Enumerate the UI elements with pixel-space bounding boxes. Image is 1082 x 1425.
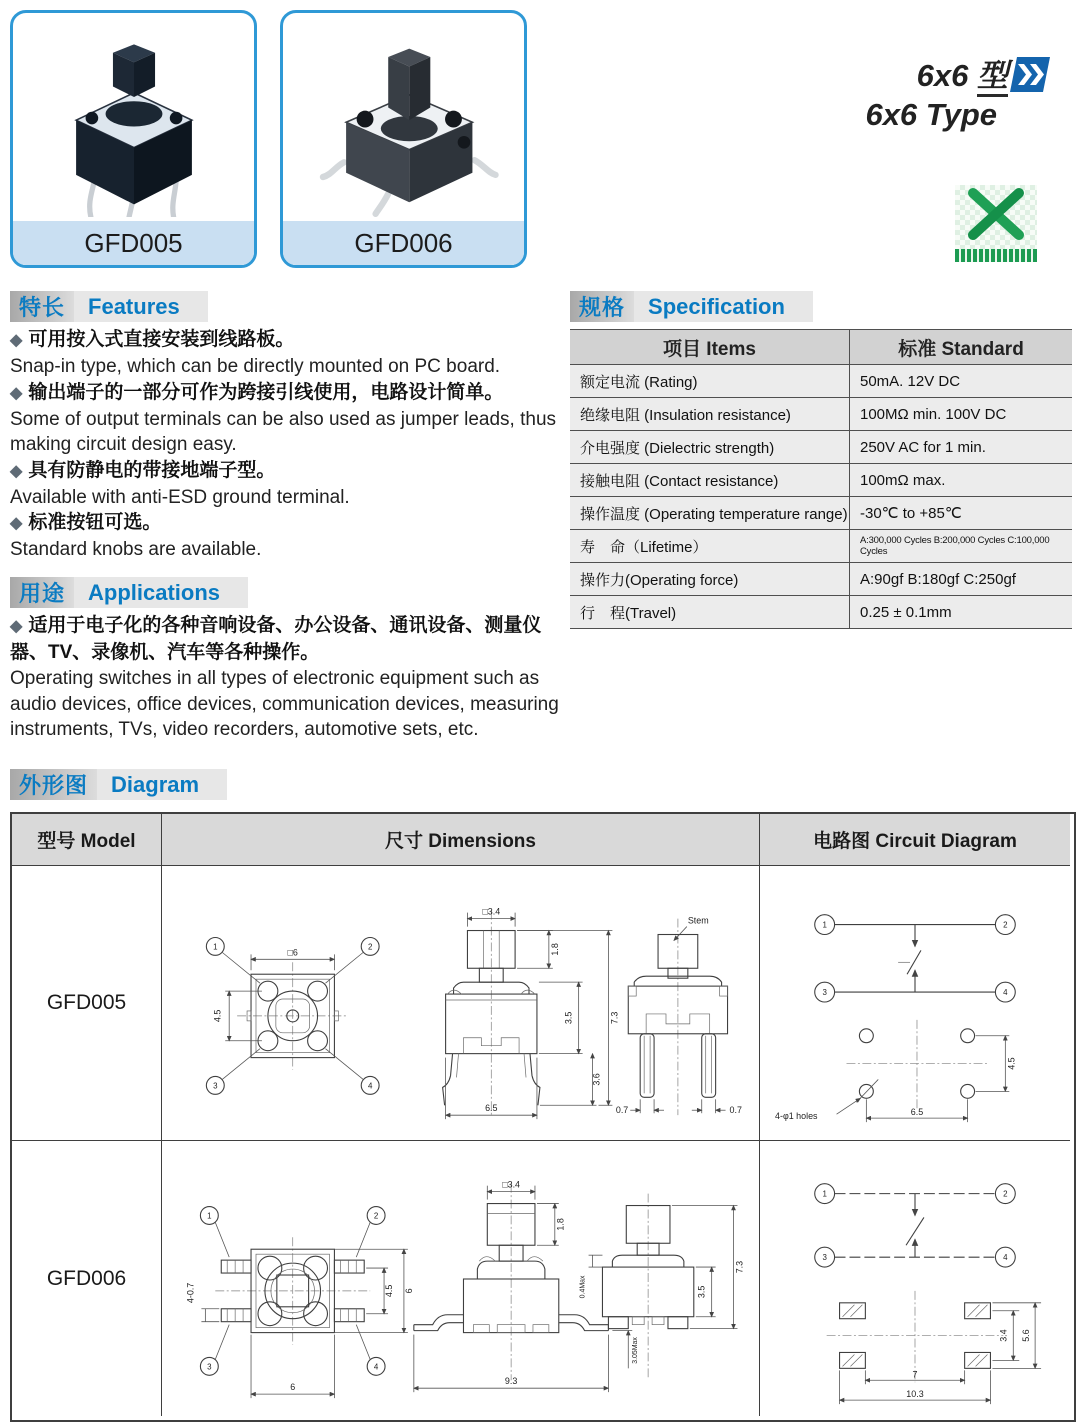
spec-standard: A:300,000 Cycles B:200,000 Cycles C:100,000 Cycles	[850, 530, 1072, 563]
diamond-bullet: ◆	[10, 332, 23, 349]
features-title-cn: 特长	[10, 291, 74, 322]
svg-text:□6: □6	[287, 946, 298, 957]
diagram-model-gfd006: GFD006	[12, 1141, 162, 1416]
switch-image-gfd006	[304, 17, 504, 217]
spec-item: 介电强度 (Dielectric strength)	[570, 431, 850, 464]
svg-text:3.6: 3.6	[591, 1072, 602, 1086]
svg-text:2: 2	[367, 941, 373, 951]
diagram-circuit-gfd005	[760, 866, 1070, 1141]
svg-text:7.3: 7.3	[734, 1260, 745, 1274]
applications-title-cn: 用途	[10, 577, 74, 608]
svg-text:0.4Max: 0.4Max	[579, 1275, 587, 1299]
diagram-dimensions-gfd006	[162, 1141, 760, 1416]
svg-text:4: 4	[373, 1362, 379, 1372]
diagram-circuit-gfd006	[760, 1141, 1070, 1416]
svg-text:3: 3	[207, 1362, 212, 1372]
svg-text:2: 2	[373, 1211, 379, 1221]
diagram-title-en: Diagram	[97, 769, 227, 800]
feature-item-cn: ◆ 可用按入式直接安装到线路板。	[10, 329, 295, 350]
svg-text:□3.4: □3.4	[482, 906, 501, 917]
product-photo-gfd005	[13, 13, 254, 221]
diagram-col-circuit: 电路图 Circuit Diagram	[760, 814, 1070, 866]
spec-item: 操作温度 (Operating temperature range)	[570, 497, 850, 530]
type-title-en: 6x6 Type	[865, 97, 997, 132]
spec-standard: -30℃ to +85℃	[850, 497, 1072, 530]
diagram-table	[10, 812, 1076, 1422]
gfd005-dimensions-drawing	[162, 867, 759, 1140]
svg-text:9.3: 9.3	[504, 1376, 518, 1387]
feature-item-en: Standard knobs are available.	[10, 539, 262, 560]
gfd005-pcb-layout	[775, 1019, 1016, 1121]
feature-item-cn: ◆ 输出端子的一部分可作为跨接引线使用，电路设计简单。	[10, 381, 504, 403]
svg-text:1.8: 1.8	[549, 942, 560, 956]
applications-list	[10, 613, 562, 743]
specification-title-en: Specification	[634, 291, 813, 322]
type-title-cn	[917, 50, 1008, 95]
diagram-col-model: 型号 Model	[12, 814, 162, 866]
gfd006-dimensions-drawing	[162, 1142, 759, 1415]
svg-text:4.5: 4.5	[1006, 1056, 1017, 1070]
svg-text:4-φ1 holes: 4-φ1 holes	[775, 1110, 818, 1121]
spec-item: 额定电流 (Rating)	[570, 365, 850, 398]
svg-text:0.7: 0.7	[729, 1104, 742, 1115]
product-photo-gfd006	[283, 13, 524, 221]
applications-header	[10, 577, 248, 608]
svg-text:6: 6	[403, 1288, 414, 1294]
gfd006-pad-layout	[827, 1291, 1041, 1404]
features-title-en: Features	[74, 291, 208, 322]
spec-item: 绝缘电阻 (Insulation resistance)	[570, 398, 850, 431]
svg-text:3.5: 3.5	[563, 1011, 574, 1024]
diagram-title-cn: 外形图	[10, 769, 97, 800]
svg-text:6.5: 6.5	[910, 1106, 924, 1117]
switch-image-gfd005	[34, 17, 234, 217]
product-card-gfd005	[10, 10, 257, 268]
spec-standard: 50mA. 12V DC	[850, 365, 1072, 398]
type-cn-prefix: 6x6	[916, 58, 969, 93]
application-item-cn: ◆ 适用于电子化的各种音响设备、办公设备、通讯设备、测量仪器、TV、录像机、汽车等各种操作。	[10, 615, 542, 663]
feature-item-cn: ◆ 具有防静电的带接地端子型。	[10, 459, 276, 481]
svg-text:4: 4	[1003, 987, 1008, 997]
svg-text:3.5: 3.5	[696, 1285, 707, 1299]
feature-item-en: Snap-in type, which can be directly mounted on PC board.	[10, 356, 501, 377]
svg-text:4.5: 4.5	[384, 1284, 395, 1298]
type-cn-suffix: 型	[977, 58, 1008, 97]
specification-header	[570, 291, 813, 322]
gfd005-top-view	[206, 937, 379, 1094]
spec-item: 接触电阻 (Contact resistance)	[570, 464, 850, 497]
diagram-col-dimensions: 尺寸 Dimensions	[162, 814, 760, 866]
svg-text:1: 1	[213, 941, 218, 951]
svg-text:1: 1	[822, 920, 827, 930]
svg-text:7: 7	[912, 1369, 918, 1380]
svg-text:1: 1	[207, 1211, 212, 1221]
features-header	[10, 291, 208, 322]
svg-text:1: 1	[822, 1189, 827, 1199]
gfd005-front-view	[616, 915, 742, 1115]
svg-text:3: 3	[822, 987, 827, 997]
diamond-bullet: ◆	[10, 515, 23, 532]
spec-col-items: 项目 Items	[570, 330, 850, 365]
svg-text:4-0.7: 4-0.7	[185, 1282, 196, 1304]
svg-text:3.4: 3.4	[998, 1329, 1009, 1342]
spec-standard: 250V AC for 1 min.	[850, 431, 1072, 464]
specification-title-cn: 规格	[570, 291, 634, 322]
svg-text:2: 2	[1003, 1189, 1008, 1199]
svg-text:7.3: 7.3	[609, 1011, 620, 1024]
lead-free-x-icon	[955, 185, 1037, 247]
spec-col-standard: 标准 Standard	[850, 330, 1072, 365]
svg-text:0.7: 0.7	[615, 1104, 629, 1115]
lead-free-caption-band	[955, 249, 1037, 262]
svg-text:3.05Max: 3.05Max	[632, 1337, 640, 1364]
svg-text:6.5: 6.5	[485, 1102, 498, 1113]
svg-text:3: 3	[213, 1080, 218, 1090]
diamond-bullet: ◆	[10, 618, 23, 635]
spec-standard: 0.25 ± 0.1mm	[850, 596, 1072, 628]
svg-text:4: 4	[367, 1080, 373, 1090]
gfd005-schematic	[815, 914, 1016, 1001]
svg-text:3: 3	[822, 1253, 827, 1263]
feature-item-cn: ◆ 标准按钮可选。	[10, 512, 162, 533]
svg-text:5.6: 5.6	[1021, 1329, 1032, 1342]
svg-text:10.3: 10.3	[906, 1389, 924, 1400]
diamond-bullet: ◆	[10, 462, 23, 480]
svg-text:2: 2	[1003, 920, 1008, 930]
product-label-gfd005	[13, 221, 254, 265]
svg-text:4: 4	[1003, 1253, 1008, 1263]
svg-text:1.8: 1.8	[555, 1218, 566, 1231]
gfd006-side-view	[414, 1180, 639, 1393]
product-model-text: GFD006	[354, 227, 453, 258]
spec-item: 操作力(Operating force)	[570, 563, 850, 596]
diagram-model-gfd005: GFD005	[12, 866, 162, 1141]
gfd006-front-view	[580, 1194, 745, 1379]
svg-text:4.5: 4.5	[212, 1009, 223, 1022]
product-label-gfd006	[283, 221, 524, 265]
product-card-gfd006	[280, 10, 527, 268]
diagram-header	[10, 769, 227, 800]
gfd005-side-view	[443, 906, 620, 1119]
feature-item-en: Available with anti-ESD ground terminal.	[10, 486, 350, 508]
gfd006-top-view	[185, 1207, 413, 1399]
forward-arrow-icon	[1010, 56, 1050, 93]
gfd006-schematic	[815, 1184, 1016, 1267]
application-item-en: Operating switches in all types of electronic equipment such as audio devices, office devices, communication devices, measuring instruments, TVs, video recorders, automotive sets, etc.	[10, 668, 559, 740]
diagram-dimensions-gfd005	[162, 866, 760, 1141]
spec-standard: A:90gf B:180gf C:250gf	[850, 563, 1072, 596]
diamond-bullet: ◆	[10, 384, 23, 402]
applications-title-en: Applications	[74, 577, 248, 608]
spec-item: 寿 命（Lifetime）	[570, 530, 850, 563]
features-list	[10, 327, 562, 563]
svg-text:□3.4: □3.4	[502, 1179, 521, 1190]
lead-free-logo	[955, 185, 1037, 262]
spec-item: 行 程(Travel)	[570, 596, 850, 628]
svg-text:6: 6	[290, 1382, 296, 1393]
specification-table	[570, 329, 1072, 629]
product-model-text: GFD005	[84, 227, 183, 258]
spec-standard: 100mΩ max.	[850, 464, 1072, 497]
feature-item-en: Some of output terminals can be also used as jumper leads, thus making circuit design easy.	[10, 408, 557, 455]
spec-standard: 100MΩ min. 100V DC	[850, 398, 1072, 431]
svg-text:Stem: Stem	[687, 915, 709, 926]
gfd006-circuit-drawing	[760, 1142, 1070, 1415]
gfd005-circuit-drawing	[760, 867, 1070, 1140]
